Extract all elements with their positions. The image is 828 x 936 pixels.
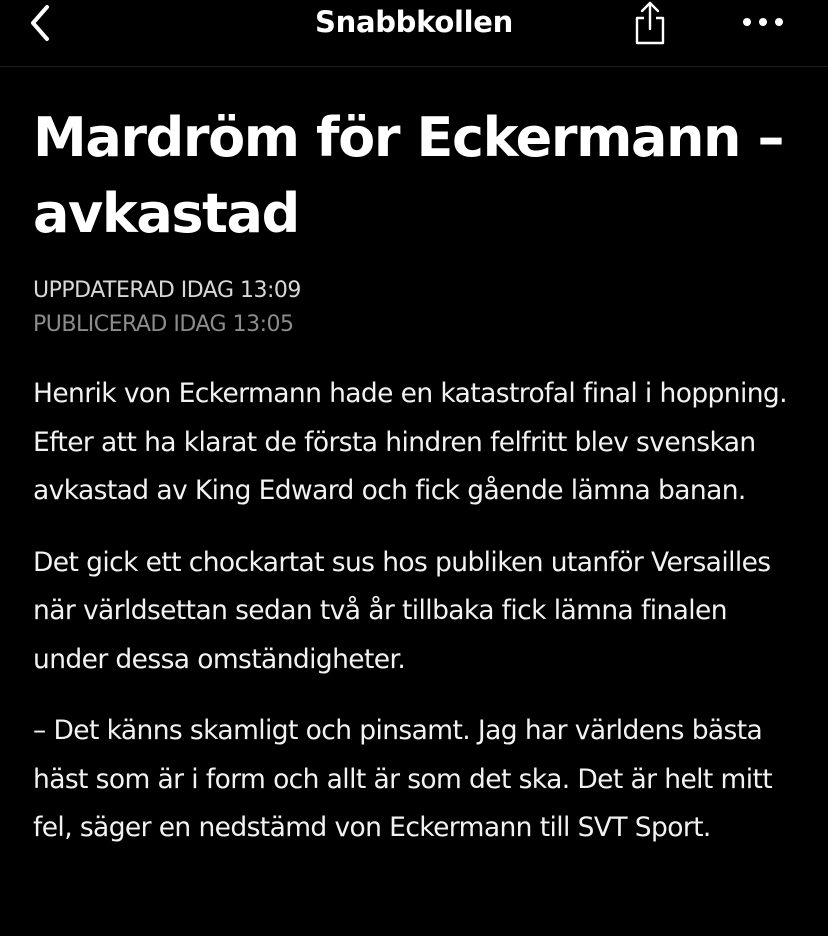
more-button[interactable]: [738, 6, 788, 38]
article-headline: Mardröm för Eckermann – avkastad: [33, 106, 784, 245]
article-paragraph: Det gick ett chockartat sus hos publiken utanför Versailles när världsettan sedan två år tillbaka fick lämna finalen under dessa omständigheter.: [33, 546, 771, 675]
nav-title: Snabbkollen: [315, 5, 513, 39]
chevron-left-icon: [29, 4, 51, 42]
share-button[interactable]: [628, 0, 672, 46]
published-timestamp: PUBLICERAD IDAG 13:05: [33, 312, 294, 337]
article-paragraph: Henrik von Eckermann hade en katastrofal final i hoppning. Efter att ha klarat de första hindren felfritt blev svenskan avkastad av King Edward och fick gående lämna banan.: [33, 378, 787, 506]
article-paragraph: – Det känns skamligt och pinsamt. Jag har världens bästa häst som är i form och allt är som det ska. Det är helt mitt fel, säger en nedstämd von Eckermann till SVT Sport.: [33, 715, 773, 843]
share-icon: [633, 0, 667, 46]
navigation-bar: [0, 0, 828, 67]
article-meta: [33, 274, 803, 342]
more-horizontal-icon: [741, 16, 785, 28]
updated-timestamp: UPPDATERAD IDAG 13:09: [33, 278, 301, 303]
article: [33, 100, 803, 853]
back-button[interactable]: [20, 2, 60, 44]
